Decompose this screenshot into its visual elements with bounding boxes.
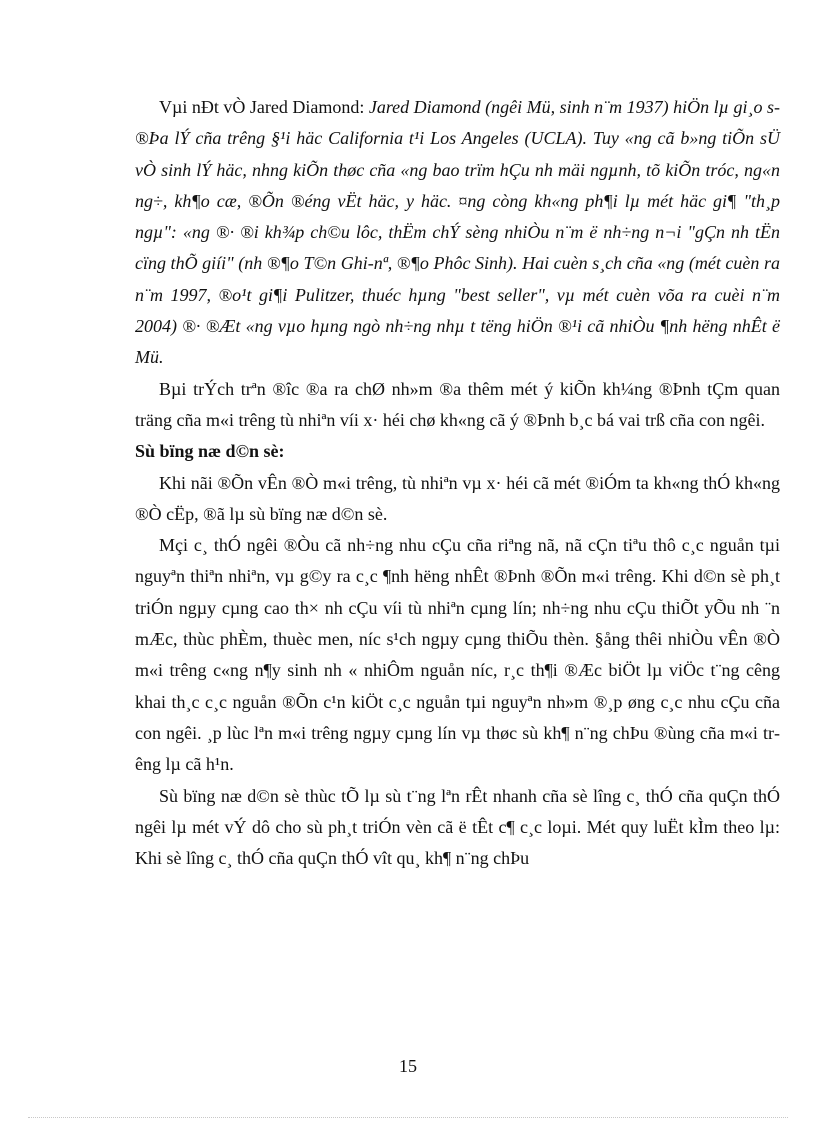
author-bio-italic-text: Jared Diamond (ngêi Mü, sinh n¨m 1937) hiÖn lµ gi¸o s ®Þa lÝ cña trêng §¹i häc California t¹i Los Angeles (UCLA). Tuy «ng cã b»ng tiÕn sÜ vÒ sinh lÝ häc, nhng kiÕn thøc cña «ng bao trïm hÇu nh mäi ngµnh, tõ kiÕn tróc, ng«n ng÷, kh¶o cæ, ®Õn ®éng vËt häc, y häc. ¤ng còng kh«ng ph¶i lµ mét häc gi¶ "th¸p ngµ": «ng ®· ®i kh¾p ch©u lôc, thËm chÝ sèng nhiÒu n¨m ë nh÷ng n¬i "gÇn nh tËn cïng thÕ giíi" (nh ®¶o T©n Ghi-nª, ®¶o Phôc Sinh). Hai cuèn s¸ch cña «ng (mét cuèn ra n¨m 1997, ®o¹t gi¶i Pulitzer, thuéc hµng "best seller", vµ mét cuèn võa ra cuèi n¨m 2004) ®· ®Æt «ng vµo hµng ngò nh÷ng nhµ t tëng hiÖn ®¹i cã nhiÒu ¶nh hëng nhÊt ë Mü.	[135, 97, 781, 368]
paragraph-about-author	[135, 92, 780, 374]
page-number: 15	[399, 1056, 417, 1076]
document-body	[135, 92, 780, 874]
paragraph-population-growth: Sù bïng næ d©n sè thùc tÕ lµ sù t¨ng lªn rÊt nhanh cña sè lîng c¸ thÓ cña quÇn thÓ ngêi lµ mét vÝ dô cho sù ph¸t triÓn vèn cã ë tÊt c¶ c¸c loµi. Mét quy luËt kÌm theo lµ: Khi sè lîng c¸ thÓ cña quÇn thÓ vît qu¸ kh¶ n¨ng chÞu	[135, 785, 780, 869]
paragraph-population-needs: Mçi c¸ thÓ ngêi ®Òu cã nh÷ng nhu cÇu cña riªng nã, nã cÇn tiªu thô c¸c nguån tµi nguyªn thiªn nhiªn, vµ g©y ra c¸c ¶nh hëng nhÊt ®Þnh ®Õn m«i trêng. Khi d©n sè ph¸t triÓn ngµy cµng cao th× nh cÇu víi tù nhiªn cµng lín; nh÷ng nhu cÇu thiÕt yÕu nh ¨n mÆc, thùc phÈm, thuèc men, níc s¹ch ngµy cµng thiÕu thèn. §ång thêi nhiÒu vÊn ®Ò m«i trêng c«ng n¶y sinh nh « nhiÔm nguån níc, r¸c th¶i ®Æc biÖt lµ viÖc t¨ng cêng khai th¸c c¸c nguån ®Õn c¹n kiÖt c¸c nguån tµi nguyªn nh»m ®¸p øng c¸c nhu cÇu cña con ngêi. ¸p lùc lªn m«i trêng ngµy cµng lín vµ thøc sù kh¶ n¨ng chÞu ®ùng cña m«i trêng lµ cã h¹n.	[135, 535, 780, 775]
paragraph-excerpt-purpose: Bµi trÝch trªn ®îc ®a ra chØ nh»m ®a thêm mét ý kiÕn kh¼ng ®Þnh tÇm quan träng cña m«i trêng tù nhiªn víi x· héi chø kh«ng cã ý ®Þnh b¸c bá vai trß cña con ngêi.	[135, 378, 780, 430]
page-bottom-divider	[28, 1117, 788, 1118]
section-heading: Sù bïng næ d©n sè:	[135, 441, 285, 462]
paragraph-lead-text: Vµi nÐt vÒ Jared Diamond:	[159, 97, 369, 117]
paragraph-population-intro: Khi nãi ®Õn vÊn ®Ò m«i trêng, tù nhiªn vµ x· héi cã mét ®iÓm ta kh«ng thÓ kh«ng ®Ò cËp, ®ã lµ sù bïng næ d©n sè.	[135, 472, 780, 524]
